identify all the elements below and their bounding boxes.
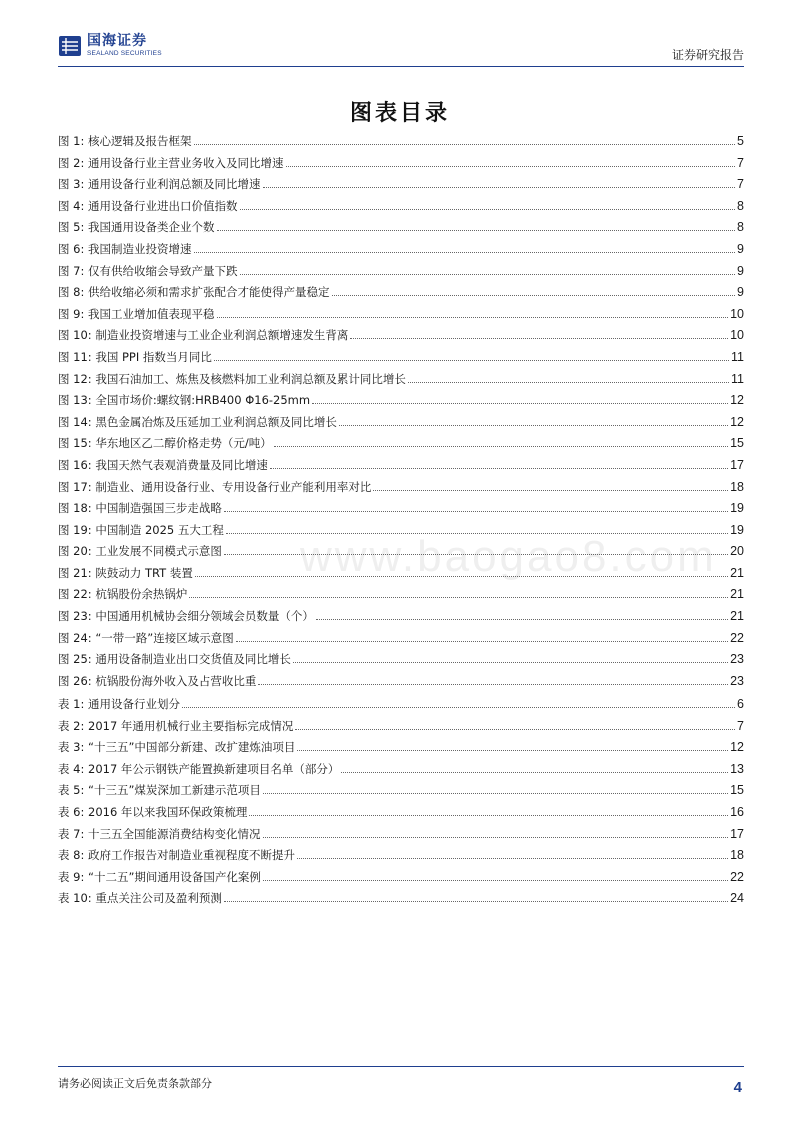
figure-toc-entry[interactable]: [58, 457, 744, 479]
toc-entry-page[interactable]: 21: [730, 587, 744, 602]
toc-entry-label[interactable]: 表 1: 通用设备行业划分: [58, 697, 181, 711]
page-title: 图表目录: [349, 101, 450, 126]
dot-leader: [214, 360, 729, 361]
dot-leader: [263, 837, 729, 838]
toc-entry-label[interactable]: 图 9: 我国工业增加值表现平稳: [58, 306, 215, 321]
toc-entry-label[interactable]: 图 15: 华东地区乙二醇价格走势（元/吨）: [58, 436, 272, 451]
toc-entry-label[interactable]: 图 26: 杭锅股份海外收入及占营收比重: [58, 673, 257, 688]
toc-entry-label[interactable]: 图 10: 制造业投资增速与工业企业利润总额增速发生背离: [58, 328, 349, 343]
toc-entry-page[interactable]: 15: [730, 436, 744, 451]
toc-entry-label[interactable]: 图 7: 仅有供给收缩会导致产量下跌: [58, 263, 238, 278]
toc-entry-label[interactable]: 图 11: 我国 PPI 指数当月同比: [58, 349, 212, 364]
toc-entry-page[interactable]: 22: [730, 630, 744, 645]
figure-index: [58, 133, 744, 694]
figure-toc-entry[interactable]: [58, 133, 744, 155]
dot-leader: [297, 750, 728, 751]
table-toc-entry[interactable]: [58, 804, 744, 826]
toc-entry-label[interactable]: 图 18: 中国制造强国三步走战略: [58, 501, 222, 516]
toc-entry-page[interactable]: 21: [730, 565, 744, 580]
sealand-logo-icon: [58, 34, 82, 58]
toc-entry-label[interactable]: 图 13: 全国市场价:螺纹钢:HRB400 Φ16-25mm: [58, 393, 311, 408]
toc-entry-page[interactable]: 21: [730, 609, 744, 624]
toc-entry-page[interactable]: 11: [731, 371, 744, 386]
toc-entry-label[interactable]: 图 1: 核心逻辑及报告框架: [58, 134, 192, 148]
table-toc-entry[interactable]: [58, 847, 744, 869]
toc-entry-label[interactable]: 图 22: 杭锅股份余热锅炉: [58, 587, 188, 602]
toc-entry-label[interactable]: 图 20: 工业发展不同模式示意图: [58, 544, 222, 559]
dot-leader: [194, 144, 736, 145]
toc-entry-label[interactable]: 表 6: 2016 年以来我国环保政策梳理: [58, 804, 248, 819]
figure-toc-entry[interactable]: [58, 284, 744, 306]
figure-toc-entry[interactable]: [58, 543, 744, 565]
toc-entry-label[interactable]: 图 17: 制造业、通用设备行业、专用设备行业产能利用率对比: [58, 479, 372, 494]
dot-leader: [226, 533, 728, 534]
toc-entry-label[interactable]: 图 8: 供给收缩必须和需求扩张配合才能使得产量稳定: [58, 285, 330, 300]
figure-toc-entry[interactable]: [58, 155, 744, 177]
dot-leader: [224, 554, 728, 555]
dot-leader: [182, 707, 735, 708]
dot-leader: [270, 468, 728, 469]
toc-entry-page[interactable]: 16: [730, 804, 744, 819]
page-number: 4: [733, 1079, 742, 1096]
toc-entry-label[interactable]: 图 3: 通用设备行业利润总额及同比增速: [58, 177, 261, 192]
figure-toc-entry[interactable]: [58, 219, 744, 241]
toc-entry-page[interactable]: 23: [730, 673, 744, 688]
dot-leader: [286, 166, 736, 167]
dot-leader: [373, 490, 728, 491]
figure-toc-entry[interactable]: [58, 565, 744, 587]
dot-leader: [263, 187, 736, 188]
toc-entry-page[interactable]: 8: [737, 220, 744, 235]
dot-leader: [236, 641, 728, 642]
toc-entry-label[interactable]: 表 3: “十三五”中国部分新建、改扩建炼油项目: [58, 740, 296, 755]
toc-entry-label[interactable]: 表 2: 2017 年通用机械行业主要指标完成情况: [58, 718, 294, 733]
table-index: [58, 696, 744, 912]
table-toc-entry[interactable]: [58, 761, 744, 783]
dot-leader: [194, 252, 736, 253]
dot-leader: [217, 230, 736, 231]
dot-leader: [297, 858, 728, 859]
dot-leader: [258, 684, 728, 685]
toc-entry-label[interactable]: 图 4: 通用设备行业进出口价值指数: [58, 198, 238, 213]
table-toc-entry[interactable]: [58, 869, 744, 891]
footer-disclaimer: 请务必阅读正文后免责条款部分: [58, 1077, 212, 1090]
toc-entry-page[interactable]: 9: [737, 241, 744, 256]
figure-toc-entry[interactable]: [58, 586, 744, 608]
dot-leader: [217, 317, 729, 318]
toc-entry-label[interactable]: 表 4: 2017 年公示钢铁产能置换新建项目名单（部分）: [58, 761, 340, 776]
toc-entry-page[interactable]: 12: [730, 740, 744, 755]
table-toc-entry[interactable]: [58, 782, 744, 804]
figure-toc-entry[interactable]: [58, 435, 744, 457]
toc-entry-page[interactable]: 12: [730, 414, 744, 429]
toc-entry-label[interactable]: 图 16: 我国天然气表观消费量及同比增速: [58, 457, 268, 472]
footer-divider: [58, 1066, 744, 1067]
dot-leader: [224, 511, 728, 512]
toc-entry-page[interactable]: 24: [730, 891, 744, 906]
figure-toc-entry[interactable]: [58, 651, 744, 673]
dot-leader: [274, 446, 728, 447]
dot-leader: [195, 576, 728, 577]
dot-leader: [240, 274, 736, 275]
dot-leader: [263, 880, 728, 881]
figure-toc-entry[interactable]: [58, 500, 744, 522]
figure-toc-entry[interactable]: [58, 176, 744, 198]
dot-leader: [240, 209, 736, 210]
figure-toc-entry[interactable]: [58, 608, 744, 630]
figure-toc-entry[interactable]: [58, 392, 744, 414]
toc-entry-page[interactable]: 23: [730, 652, 744, 667]
toc-entry-label[interactable]: 图 2: 通用设备行业主营业务收入及同比增速: [58, 155, 284, 170]
figure-toc-entry[interactable]: [58, 306, 744, 328]
page-header: [58, 30, 744, 66]
figure-toc-entry[interactable]: [58, 241, 744, 263]
toc-entry-label[interactable]: 表 9: “十二五”期间通用设备国产化案例: [58, 869, 261, 884]
report-type: 证券研究报告: [671, 48, 744, 62]
dot-leader: [295, 729, 735, 730]
toc-entry-page[interactable]: 19: [730, 522, 744, 537]
toc-entry-label[interactable]: 图 5: 我国通用设备类企业个数: [58, 220, 215, 235]
dot-leader: [293, 662, 728, 663]
toc-entry-page[interactable]: 5: [737, 134, 744, 148]
toc-entry-page[interactable]: 7: [737, 718, 744, 733]
toc-entry-label[interactable]: 表 8: 政府工作报告对制造业重视程度不断提升: [58, 848, 295, 863]
toc-entry-page[interactable]: 17: [730, 457, 744, 472]
figure-toc-entry[interactable]: [58, 673, 744, 695]
toc-entry-label[interactable]: 图 14: 黑色金属冶炼及压延加工业利润总额及同比增长: [58, 414, 337, 429]
toc-entry-page[interactable]: 9: [737, 285, 744, 300]
toc-entry-page[interactable]: 20: [730, 544, 744, 559]
toc-entry-page[interactable]: 11: [731, 349, 744, 364]
company-logo: [58, 30, 162, 62]
toc-entry-page[interactable]: 19: [730, 501, 744, 516]
toc-entry-label[interactable]: 表 7: 十三五全国能源消费结构变化情况: [58, 826, 261, 841]
dot-leader: [224, 901, 728, 902]
toc-entry-page[interactable]: 10: [730, 328, 744, 343]
figure-toc-entry[interactable]: [58, 479, 744, 501]
table-toc-entry[interactable]: [58, 718, 744, 740]
logo-chinese-name: 国海证券: [87, 33, 147, 50]
figure-toc-entry[interactable]: [58, 349, 744, 371]
toc-entry-label[interactable]: 表 10: 重点关注公司及盈利预测: [58, 891, 222, 906]
toc-entry-page[interactable]: 22: [730, 869, 744, 884]
toc-entry-page[interactable]: 13: [730, 761, 744, 776]
figure-toc-entry[interactable]: [58, 327, 744, 349]
header-divider: [58, 66, 744, 67]
toc-entry-page[interactable]: 12: [730, 393, 744, 408]
toc-entry-page[interactable]: 7: [737, 155, 744, 170]
toc-entry-page[interactable]: 18: [730, 848, 744, 863]
watermark: www.baogao8.com: [300, 532, 717, 581]
dot-leader: [316, 619, 728, 620]
figure-toc-entry[interactable]: [58, 371, 744, 393]
dot-leader: [312, 403, 728, 404]
dot-leader: [339, 425, 728, 426]
figure-toc-entry[interactable]: [58, 630, 744, 652]
table-toc-entry[interactable]: [58, 739, 744, 761]
dot-leader: [350, 338, 728, 339]
table-toc-entry[interactable]: [58, 696, 744, 718]
toc-entry-page[interactable]: 17: [730, 826, 744, 841]
toc-entry-page[interactable]: 9: [737, 263, 744, 278]
dot-leader: [341, 772, 728, 773]
toc-entry-label[interactable]: 图 24: “一带一路”连接区域示意图: [58, 630, 234, 645]
dot-leader: [249, 815, 728, 816]
toc-entry-page[interactable]: 7: [737, 177, 744, 192]
dot-leader: [263, 793, 728, 794]
toc-entry-label[interactable]: 图 25: 通用设备制造业出口交货值及同比增长: [58, 652, 291, 667]
toc-entry-page[interactable]: 15: [730, 783, 744, 798]
toc-entry-page[interactable]: 6: [737, 697, 744, 711]
table-toc-entry[interactable]: [58, 826, 744, 848]
toc-entry-label[interactable]: 图 21: 陕鼓动力 TRT 装置: [58, 565, 193, 580]
table-toc-entry[interactable]: [58, 890, 744, 912]
toc-entry-label[interactable]: 图 23: 中国通用机械协会细分领域会员数量（个）: [58, 609, 314, 624]
toc-entry-label[interactable]: 图 6: 我国制造业投资增速: [58, 241, 192, 256]
dot-leader: [189, 597, 728, 598]
toc-entry-page[interactable]: 8: [737, 198, 744, 213]
figure-toc-entry[interactable]: [58, 522, 744, 544]
figure-toc-entry[interactable]: [58, 414, 744, 436]
dot-leader: [332, 295, 736, 296]
toc-entry-page[interactable]: 18: [730, 479, 744, 494]
figure-toc-entry[interactable]: [58, 263, 744, 285]
toc-entry-label[interactable]: 表 5: “十三五”煤炭深加工新建示范项目: [58, 783, 261, 798]
toc-entry-label[interactable]: 图 12: 我国石油加工、炼焦及核燃料加工业利润总额及累计同比增长: [58, 371, 406, 386]
figure-toc-entry[interactable]: [58, 198, 744, 220]
toc-entry-label[interactable]: 图 19: 中国制造 2025 五大工程: [58, 522, 224, 537]
dot-leader: [408, 382, 729, 383]
logo-english-name: SEALAND SECURITIES: [87, 50, 162, 58]
toc-entry-page[interactable]: 10: [730, 306, 744, 321]
